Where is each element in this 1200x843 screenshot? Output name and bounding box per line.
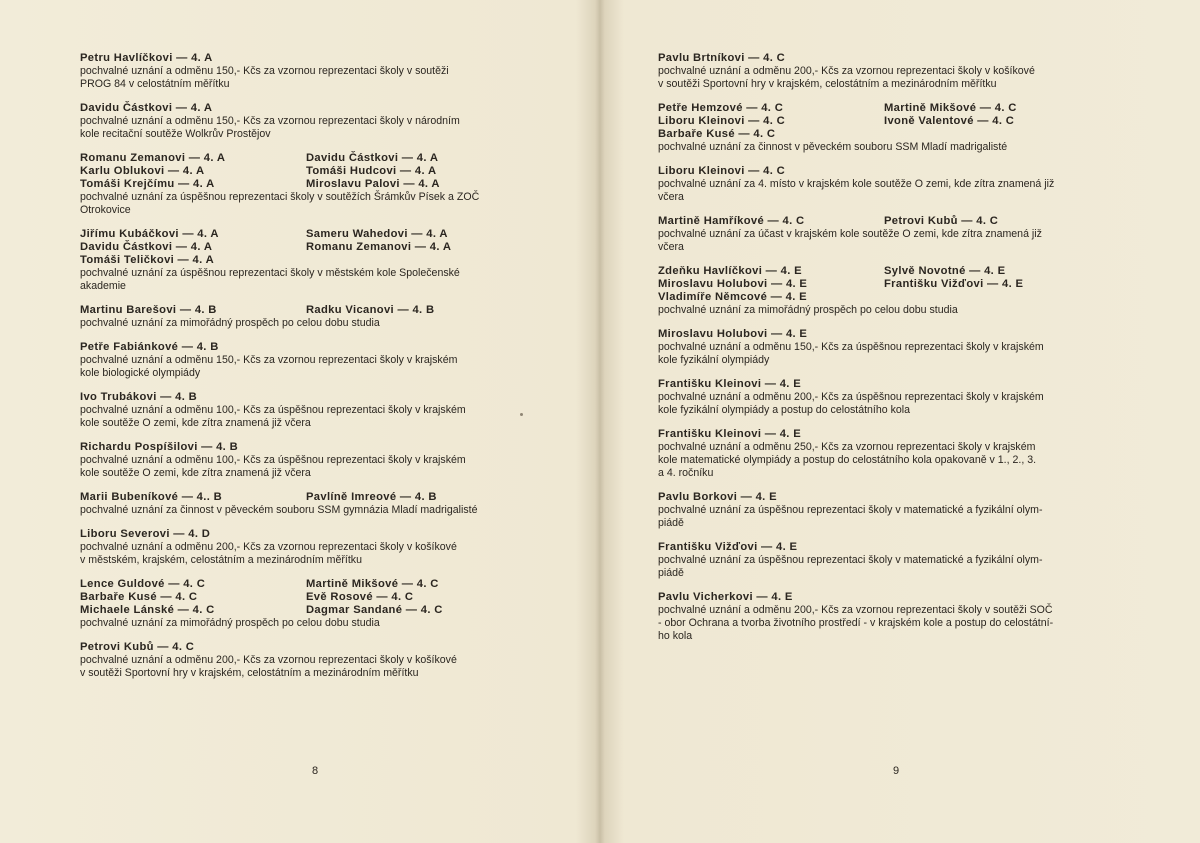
recipient-name: Martině Hamříkové — 4. C (658, 215, 805, 227)
recipient-name: Františku Vižďovi — 4. E (884, 278, 1024, 290)
recipient-name: Jiřímu Kubáčkovi — 4. A (80, 228, 219, 240)
description-line: akademie (80, 280, 126, 292)
award-entry (658, 491, 1136, 530)
award-description (658, 65, 1136, 91)
recipient-name: Petře Hemzové — 4. C (658, 102, 784, 114)
recipient-names (80, 304, 558, 317)
recipient-names (80, 52, 558, 65)
recipient-name: Barbaře Kusé — 4. C (80, 591, 198, 603)
description-line: piádě (658, 517, 684, 529)
award-description (80, 191, 558, 217)
recipient-names (658, 378, 1136, 391)
recipient-name: Zdeňku Havlíčkovi — 4. E (658, 265, 802, 277)
award-entry (80, 52, 558, 91)
recipient-name: Evě Rosové — 4. C (306, 591, 414, 603)
recipient-name: Davidu Částkovi — 4. A (80, 241, 213, 253)
description-line: pochvalné uznání za úspěšnou reprezentaci školy v soutěžích Šrámkův Písek a ZOČ (80, 191, 480, 203)
award-description (658, 441, 1136, 480)
description-line: pochvalné uznání za účast v krajském kole soutěže O zemi, kde zítra znamená již (658, 228, 1042, 240)
description-line: pochvalné uznání za mimořádný prospěch po celou dobu studia (658, 304, 958, 316)
recipient-name: Františku Kleinovi — 4. E (658, 378, 802, 390)
description-line: pochvalné uznání a odměnu 200,- Kčs za vzornou reprezentaci školy v soutěži SOČ (658, 604, 1053, 616)
recipient-names (658, 165, 1136, 178)
recipient-name: Richardu Pospíšilovi — 4. B (80, 441, 239, 453)
award-entry (80, 391, 558, 430)
description-line: Otrokovice (80, 204, 131, 216)
award-entry (80, 578, 558, 630)
award-entry (80, 528, 558, 567)
description-line: v městském, krajském, celostátním a mezinárodním měřítku (80, 554, 362, 566)
description-line: pochvalné uznání za úspěšnou reprezentaci školy v matematické a fyzikální olym- (658, 504, 1043, 516)
recipient-names (80, 102, 558, 115)
recipient-names (658, 541, 1136, 554)
recipient-name: Lence Guldové — 4. C (80, 578, 206, 590)
recipient-name: Romanu Zemanovi — 4. A (80, 152, 226, 164)
recipient-name: Ivoně Valentové — 4. C (884, 115, 1015, 127)
recipient-name: Dagmar Sandané — 4. C (306, 604, 443, 616)
award-entry (80, 102, 558, 141)
description-line: pochvalné uznání za 4. místo v krajském kole soutěže O zemi, kde zítra znamená již (658, 178, 1055, 190)
recipient-name: Vladimíře Němcové — 4. E (658, 291, 807, 303)
recipient-names (658, 491, 1136, 504)
award-entry (658, 265, 1136, 317)
recipient-name: Miroslavu Holubovi — 4. E (658, 328, 808, 340)
recipient-name: Sameru Wahedovi — 4. A (306, 228, 448, 240)
recipient-name: Pavlu Brtníkovi — 4. C (658, 52, 786, 64)
recipient-name: Tomáši Hudcovi — 4. A (306, 165, 437, 177)
award-description (658, 504, 1136, 530)
recipient-names (80, 578, 558, 617)
award-entry (80, 491, 558, 517)
description-line: pochvalné uznání a odměnu 250,- Kčs za vzornou reprezentaci školy v krajském (658, 441, 1036, 453)
description-line: pochvalné uznání za činnost v pěveckém souboru SSM gymnázia Mladí madrigalisté (80, 504, 478, 516)
description-line: pochvalné uznání a odměnu 150,- Kčs za vzornou reprezentaci školy v soutěži (80, 65, 449, 77)
recipient-name: Martině Mikšové — 4. C (884, 102, 1017, 114)
description-line: kole fyzikální olympiády (658, 354, 770, 366)
award-entry (658, 102, 1136, 154)
award-description (80, 654, 558, 680)
award-entry (658, 328, 1136, 367)
award-entry (658, 52, 1136, 91)
recipient-name: Pavlu Borkovi — 4. E (658, 491, 777, 503)
recipient-name: Ivo Trubákovi — 4. B (80, 391, 198, 403)
award-description (80, 617, 558, 630)
description-line: v soutěži Sportovní hry v krajském, celostátním a mezinárodním měřítku (658, 78, 997, 90)
award-entry (658, 215, 1136, 254)
award-description (658, 228, 1136, 254)
award-description (658, 178, 1136, 204)
recipient-names (80, 341, 558, 354)
page-number-right: 9 (893, 765, 900, 777)
award-description (658, 604, 1136, 643)
recipient-names (80, 528, 558, 541)
description-line: pochvalné uznání za úspěšnou reprezentaci školy v matematické a fyzikální olym- (658, 554, 1043, 566)
description-line: pochvalné uznání a odměnu 150,- Kčs za úspěšnou reprezentaci školy v krajském (658, 341, 1044, 353)
recipient-names (658, 265, 1136, 304)
right-page (658, 52, 1136, 654)
description-line: včera (658, 191, 684, 203)
recipient-name: Barbaře Kusé — 4. C (658, 128, 776, 140)
description-line: pochvalné uznání a odměnu 100,- Kčs za úspěšnou reprezentaci školy v krajském (80, 454, 466, 466)
award-description (80, 115, 558, 141)
left-page (80, 52, 558, 691)
recipient-names (658, 328, 1136, 341)
recipient-names (80, 641, 558, 654)
description-line: kole fyzikální olympiády a postup do celostátního kola (658, 404, 911, 416)
award-entry (80, 152, 558, 217)
recipient-name: Davidu Částkovi — 4. A (306, 152, 439, 164)
recipient-names (80, 391, 558, 404)
description-line: pochvalné uznání a odměnu 150,- Kčs za vzornou reprezentaci školy v národním (80, 115, 460, 127)
recipient-name: Liboru Kleinovi — 4. C (658, 115, 786, 127)
award-entry (80, 441, 558, 480)
recipient-name: Davidu Částkovi — 4. A (80, 102, 213, 114)
recipient-name: Martině Mikšové — 4. C (306, 578, 439, 590)
award-entry (658, 165, 1136, 204)
recipient-name: Petře Fabiánkové — 4. B (80, 341, 219, 353)
award-entry (658, 591, 1136, 643)
award-description (658, 141, 1136, 154)
recipient-names (658, 102, 1136, 141)
recipient-name: Marii Bubeníkové — 4.. B (80, 491, 223, 503)
description-line: pochvalné uznání a odměnu 200,- Kčs za vzornou reprezentaci školy v košíkové (658, 65, 1035, 77)
description-line: pochvalné uznání za mimořádný prospěch po celou dobu studia (80, 317, 380, 329)
recipient-names (658, 52, 1136, 65)
recipient-names (658, 428, 1136, 441)
description-line: pochvalné uznání za mimořádný prospěch po celou dobu studia (80, 617, 380, 629)
description-line: piádě (658, 567, 684, 579)
award-description (80, 454, 558, 480)
description-line: kole biologické olympiády (80, 367, 201, 379)
award-entry (658, 378, 1136, 417)
recipient-name: Tomáši Teličkovi — 4. A (80, 254, 215, 266)
description-line: pochvalné uznání za úspěšnou reprezentaci školy v městském kole Společenské (80, 267, 460, 279)
recipient-names (80, 228, 558, 267)
description-line: PROG 84 v celostátním měřítku (80, 78, 230, 90)
award-description (80, 317, 558, 330)
recipient-name: Miroslavu Palovi — 4. A (306, 178, 440, 190)
recipient-names (658, 591, 1136, 604)
description-line: pochvalné uznání a odměnu 100,- Kčs za úspěšnou reprezentaci školy v krajském (80, 404, 466, 416)
recipient-names (80, 491, 558, 504)
award-description (80, 504, 558, 517)
paper-speck (520, 413, 523, 416)
recipient-name: Romanu Zemanovi — 4. A (306, 241, 452, 253)
award-description (80, 65, 558, 91)
recipient-name: Tomáši Krejčímu — 4. A (80, 178, 215, 190)
award-entry (80, 641, 558, 680)
description-line: pochvalné uznání a odměnu 200,- Kčs za vzornou reprezentaci školy v košíkové (80, 654, 457, 666)
award-description (658, 554, 1136, 580)
recipient-names (658, 215, 1136, 228)
description-line: kole recitační soutěže Wolkrův Prostějov (80, 128, 271, 140)
recipient-name: Petrovi Kubů — 4. C (884, 215, 999, 227)
award-description (80, 404, 558, 430)
award-description (80, 541, 558, 567)
award-description (658, 391, 1136, 417)
recipient-name: Miroslavu Holubovi — 4. E (658, 278, 808, 290)
recipient-name: Liboru Kleinovi — 4. C (658, 165, 786, 177)
recipient-name: Petrovi Kubů — 4. C (80, 641, 195, 653)
recipient-names (80, 152, 558, 191)
description-line: včera (658, 241, 684, 253)
description-line: kole soutěže O zemi, kde zítra znamená již včera (80, 417, 311, 429)
description-line: - obor Ochrana a tvorba životního prostředí - v krajském kole a postup do celostátní- (658, 617, 1054, 629)
recipient-name: Petru Havlíčkovi — 4. A (80, 52, 213, 64)
page-number-left: 8 (312, 765, 319, 777)
recipient-name: Františku Kleinovi — 4. E (658, 428, 802, 440)
award-description (658, 341, 1136, 367)
recipient-name: Liboru Severovi — 4. D (80, 528, 211, 540)
description-line: pochvalné uznání za činnost v pěveckém souboru SSM Mladí madrigalisté (658, 141, 1008, 153)
description-line: a 4. ročníku (658, 467, 714, 479)
award-entry (80, 341, 558, 380)
description-line: ho kola (658, 630, 693, 642)
description-line: pochvalné uznání a odměnu 200,- Kčs za vzornou reprezentaci školy v košíkové (80, 541, 457, 553)
award-entry (658, 428, 1136, 480)
recipient-name: Michaele Lánské — 4. C (80, 604, 215, 616)
award-description (80, 354, 558, 380)
recipient-name: Karlu Oblukovi — 4. A (80, 165, 205, 177)
description-line: pochvalné uznání a odměnu 150,- Kčs za vzornou reprezentaci školy v krajském (80, 354, 458, 366)
recipient-name: Martinu Barešovi — 4. B (80, 304, 217, 316)
description-line: kole matematické olympiády a postup do celostátního kola opakovaně v 1., 2., 3. (658, 454, 1037, 466)
award-description (658, 304, 1136, 317)
award-entry (80, 304, 558, 330)
award-description (80, 267, 558, 293)
recipient-name: Sylvě Novotné — 4. E (884, 265, 1006, 277)
description-line: kole soutěže O zemi, kde zítra znamená již včera (80, 467, 311, 479)
award-entry (80, 228, 558, 293)
recipient-name: Františku Vižďovi — 4. E (658, 541, 798, 553)
description-line: pochvalné uznání a odměnu 200,- Kčs za úspěšnou reprezentaci školy v krajském (658, 391, 1044, 403)
recipient-names (80, 441, 558, 454)
description-line: v soutěži Sportovní hry v krajském, celostátním a mezinárodním měřítku (80, 667, 419, 679)
award-entry (658, 541, 1136, 580)
recipient-name: Pavlu Vicherkovi — 4. E (658, 591, 793, 603)
recipient-name: Pavlíně Imreové — 4. B (306, 491, 437, 503)
recipient-name: Radku Vicanovi — 4. B (306, 304, 435, 316)
